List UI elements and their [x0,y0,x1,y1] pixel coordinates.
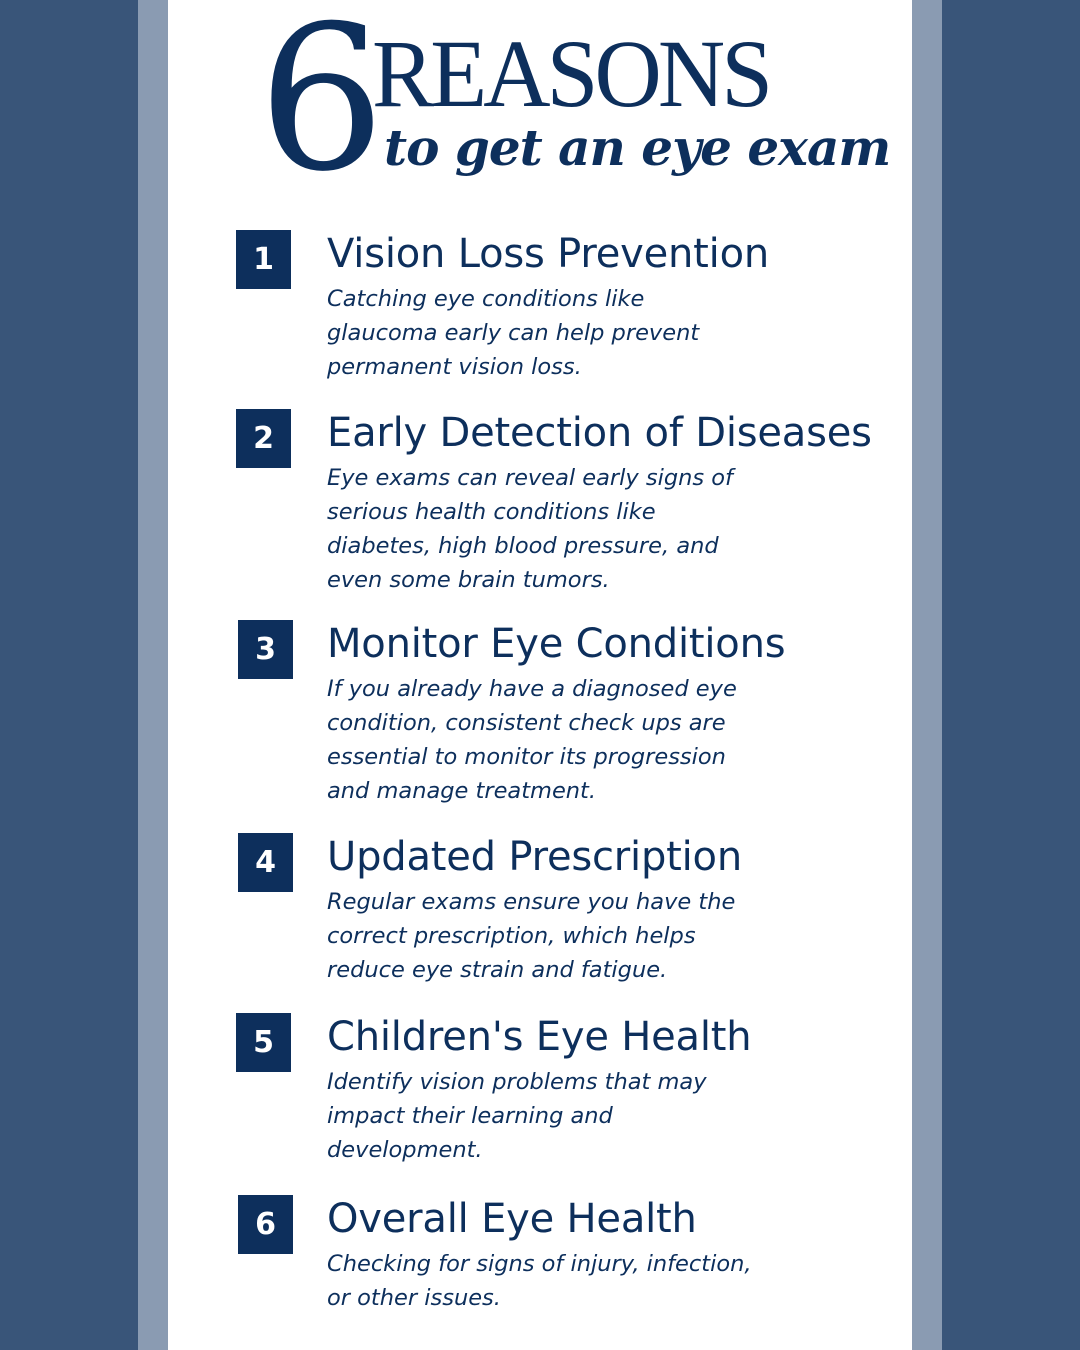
left-inner-band [138,0,168,1350]
reason-title: Overall Eye Health [327,1196,697,1242]
reason-title: Early Detection of Diseases [327,410,872,456]
reason-description: Eye exams can reveal early signs of serious health conditions like diabetes, high blood pressure, and even some brain tumors. [327,465,733,593]
reason-title: Children's Eye Health [327,1014,752,1060]
reason-description: Regular exams ensure you have the correct prescription, which helps reduce eye strain and fatigue. [327,889,736,983]
reason-number-badge: 4 [238,833,293,892]
reason-title: Monitor Eye Conditions [327,621,786,667]
reason-number-badge: 1 [236,230,291,289]
reason-title: Updated Prescription [327,834,742,880]
header-number: 6 [258,0,382,216]
header-title: REASONS [372,20,770,127]
reason-number-badge: 2 [236,409,291,468]
reason-number-badge: 3 [238,620,293,679]
reason-number-badge: 6 [238,1195,293,1254]
reason-description: If you already have a diagnosed eye condition, consistent check ups are essential to monitor its progression and manage treatment. [327,676,737,804]
right-outer-band [942,0,1080,1350]
reason-description: Catching eye conditions like glaucoma early can help prevent permanent vision loss. [327,286,700,380]
reason-number-badge: 5 [236,1013,291,1072]
reason-description: Identify vision problems that may impact their learning and development. [327,1069,707,1163]
left-outer-band [0,0,138,1350]
header-subtitle: to get an eye exam [384,118,891,177]
reason-title: Vision Loss Prevention [327,231,769,277]
reason-description: Checking for signs of injury, infection, or other issues. [327,1251,752,1311]
right-inner-band [912,0,942,1350]
